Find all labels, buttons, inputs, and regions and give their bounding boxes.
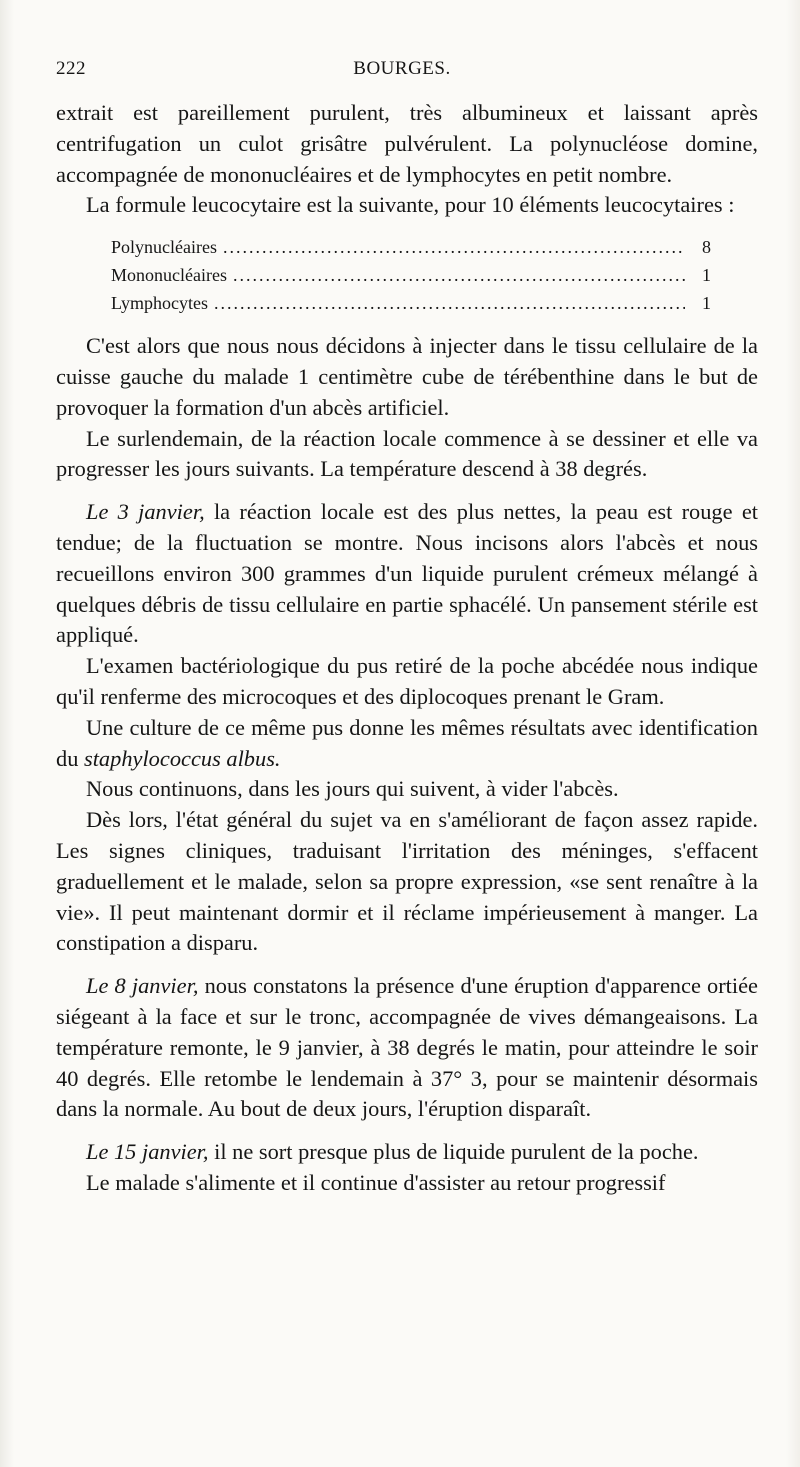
body-text [56, 98, 758, 1199]
formula-row [111, 233, 711, 261]
paragraph-5-text: la réaction locale est des plus nettes, la peau est rouge et tendue; de la fluctuation se montre. Nous incisons alors l'abcès et nous recueillons environ 300 grammes d'un liquide purulent crémeux mélangé à quelques débris de tissu cellulaire en partie sphacélé. Un pansement stérile est appliqué. [56, 499, 758, 648]
formula-row [111, 289, 711, 317]
leader-dots [233, 261, 685, 289]
paragraph-11-text: il ne sort presque plus de liquide purulent de la poche. [208, 1139, 699, 1165]
paragraph-10-text: nous constatons la présence d'une éruption d'apparence ortiée siégeant à la face et sur le tronc, accompagnée de vives démangeaisons. La température remonte, le 9 janvier, à 38 degrés le matin, pour atteindre le soir 40 degrés. Elle retombe le lendemain à 37° 3, pour se maintenir désormais dans la normale. Au bout de deux jours, l'éruption disparaît. [56, 973, 758, 1122]
page-number: 222 [56, 58, 86, 79]
formula-label: Polynucléaires [111, 237, 217, 258]
formula-value: 1 [702, 265, 711, 286]
paragraph-8: Nous continuons, dans les jours qui suivent, à vider l'abcès. [86, 776, 619, 802]
paragraph-6: L'examen bactériologique du pus retiré de la poche abcédée nous indique qu'il renferme des microcoques et des diplocoques prenant le Gram. [56, 653, 758, 709]
paragraph-4: Le surlendemain, de la réaction locale commence à se dessiner et elle va progresser les jours suivants. La température descend à 38 degrés. [56, 425, 758, 482]
paragraph-9: Dès lors, l'état général du sujet va en s'améliorant de façon assez rapide. Les signes cliniques, traduisant l'irritation des méninges, s'effacent graduellement et le malade, selon sa propre expression, «se sent renaître à la vie». Il peut maintenant dormir et il réclame impérieusement à manger. La constipation a disparu. [56, 807, 758, 956]
leader-dots [214, 289, 685, 317]
leader-dots [223, 233, 685, 261]
paragraph-1: extrait est pareillement purulent, très albumineux et laissant après centrifugation un culot grisâtre pulvérulent. La polynucléose domine, accompagnée de mononucléaires et de lymphocytes en petit nombre. [56, 100, 758, 187]
paragraph-5 [56, 497, 758, 651]
formula-row [111, 261, 711, 289]
running-title: BOURGES. [353, 58, 451, 79]
date-3-janvier: Le 3 janvier, [86, 499, 205, 525]
paragraph-7-text: Une culture de ce même pus donne les mêmes résultats avec identification du [56, 714, 758, 771]
formula-label: Mononucléaires [111, 265, 227, 286]
formula-label: Lymphocytes [111, 293, 208, 314]
paragraph-11 [56, 1137, 758, 1168]
date-8-janvier: Le 8 janvier, [86, 973, 199, 999]
paragraph-10 [56, 971, 758, 1125]
paragraph-12: Le malade s'alimente et il continue d'assister au retour progressif [86, 1169, 666, 1195]
paragraph-3: C'est alors que nous nous décidons à injecter dans le tissu cellulaire de la cuisse gauche du malade 1 centimètre cube de térébenthine dans le but de provoquer la formation d'un abcès artificiel. [56, 333, 758, 420]
leukocyte-formula-table [111, 233, 711, 317]
formula-value: 1 [702, 293, 711, 314]
formula-value: 8 [702, 237, 711, 258]
species-name: staphylococcus albus. [84, 745, 281, 771]
paragraph-7 [56, 713, 758, 775]
paragraph-2: La formule leucocytaire est la suivante, pour 10 éléments leucocytaires : [86, 192, 735, 218]
page-header [56, 58, 758, 98]
date-15-janvier: Le 15 janvier, [86, 1139, 209, 1165]
